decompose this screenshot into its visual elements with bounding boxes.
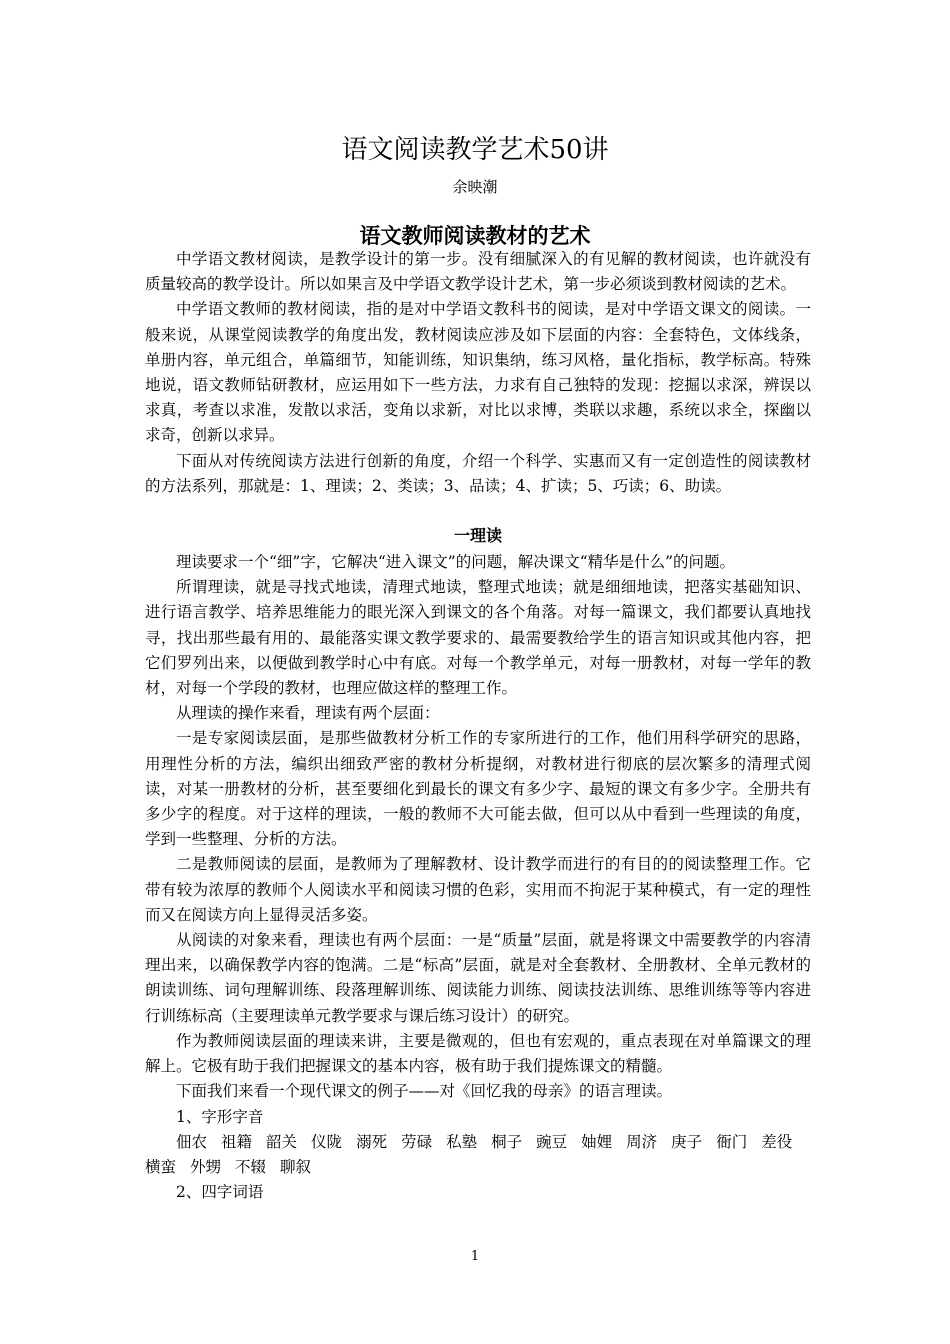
word-item: 不辍 <box>235 1157 267 1176</box>
subsection-title: 一理读 <box>453 526 502 546</box>
word-item: 韶关 <box>266 1132 298 1151</box>
paragraph: 中学语文教师的教材阅读，指的是对中学语文教科书的阅读，是对中学语文课文的阅读。一般来说，从课堂阅读教学的角度出发，教材阅读应涉及如下层面的内容：全套特色，文体线条，单册内容，单元组合，单篇细节，知能训练，知识集纳，练习风格，量化指标，教学标高。特殊地说，语文教师钻研教材，应运用如下一些方法，力求有自己独特的发现：挖掘以求深，辨误以求真，考查以求准，发散以求活，变角以求新，对比以求博，类联以求趣，系统以求全，探幽以求奇，创新以求异。 <box>145 300 811 445</box>
paragraph: 中学语文教材阅读，是教学设计的第一步。没有细腻深入的有见解的教材阅读，也许就没有质量较高的教学设计。所以如果言及中学语文教学设计艺术，第一步必须谈到教材阅读的艺术。 <box>145 250 811 294</box>
list-heading: 1、字形字音 <box>176 1107 264 1126</box>
paragraph: 从阅读的对象来看，理读也有两个层面：一是“质量”层面，就是将课文中需要教学的内容清理出来，以确保教学内容的饱满。二是“标高”层面，就是对全套教材、全册教材、全单元教材的朗读训练、词句理解训练、段落理解训练、阅读能力训练、阅读技法训练、思维训练等等内容进行训练标高（主要理读单元教学要求与课后练习设计）的研究。 <box>145 931 811 1025</box>
paragraph: 一是专家阅读层面，是那些做教材分析工作的专家所进行的工作，他们用科学研究的思路，用理性分析的方法，编织出细致严密的教材分析提纲，对教材进行彻底的层次繁多的清理式阅读，对某一册教材的分析，甚至要细化到最长的课文有多少字、最短的课文有多少字。全册共有多少字的程度。对于这样的理读，一般的教师不大可能去做，但可以从中看到一些理读的角度，学到一些整理、分析的方法。 <box>145 729 811 849</box>
word-list <box>145 1130 811 1180</box>
document-body <box>145 247 811 1205</box>
word-item: 横蛮 <box>145 1157 177 1176</box>
word-item: 桐子 <box>491 1132 523 1151</box>
word-item: 私塾 <box>446 1132 478 1151</box>
word-item: 庚子 <box>671 1132 703 1151</box>
paragraph: 理读要求一个“细”字，它解决“进入课文”的问题，解决课文“精华是什么”的问题。 <box>176 553 736 572</box>
author-name: 余映潮 <box>452 178 498 196</box>
list-heading: 2、四字词语 <box>176 1183 264 1202</box>
page-number: 1 <box>470 1249 480 1264</box>
word-item: 豌豆 <box>536 1132 568 1151</box>
paragraph: 下面我们来看一个现代课文的例子——对《回忆我的母亲》的语言理读。 <box>176 1082 673 1101</box>
word-item: 衙门 <box>716 1132 748 1151</box>
word-item: 劳碌 <box>401 1132 433 1151</box>
word-item: 祖籍 <box>221 1132 253 1151</box>
paragraph: 作为教师阅读层面的理读来讲，主要是微观的，但也有宏观的，重点表现在对单篇课文的理解上。它极有助于我们把握课文的基本内容，极有助于我们提炼课文的精髓。 <box>145 1031 811 1076</box>
word-item: 佃农 <box>176 1132 208 1151</box>
paragraph: 所谓理读，就是寻找式地读，清理式地读，整理式地读；就是细细地读，把落实基础知识、进行语言教学、培养思维能力的眼光深入到课文的各个角落。对每一篇课文，我们都要认真地找寻，找出那些最有用的、最能落实课文教学要求的、最需要教给学生的语言知识或其他内容，把它们罗列出来，以便做到教学时心中有底。对每一个教学单元，对每一册教材，对每一学年的教材，对每一个学段的教材，也理应做这样的整理工作。 <box>145 578 811 698</box>
paragraph: 二是教师阅读的层面，是教师为了理解教材、设计教学而进行的有目的的阅读整理工作。它带有较为浓厚的教师个人阅读水平和阅读习惯的色彩，实用而不拘泥于某种模式，有一定的理性而又在阅读方向上显得灵活多姿。 <box>145 855 811 924</box>
paragraph: 下面从对传统阅读方法进行创新的角度，介绍一个科学、实惠而又有一定创造性的阅读教材的方法系列，那就是：1、理读；2、类读；3、品读；4、扩读；5、巧读；6、助读。 <box>145 451 811 495</box>
section-title: 语文教师阅读教材的艺术 <box>359 223 591 248</box>
word-item: 周济 <box>626 1132 658 1151</box>
document-title: 语文阅读教学艺术50讲 <box>341 135 609 165</box>
word-item: 聊叙 <box>280 1157 312 1176</box>
word-item: 外甥 <box>190 1157 222 1176</box>
paragraph: 从理读的操作来看，理读有两个层面： <box>176 704 440 723</box>
word-item: 仪陇 <box>311 1132 343 1151</box>
word-item: 溺死 <box>356 1132 388 1151</box>
word-item: 妯娌 <box>581 1132 613 1151</box>
word-item: 差役 <box>761 1132 793 1151</box>
